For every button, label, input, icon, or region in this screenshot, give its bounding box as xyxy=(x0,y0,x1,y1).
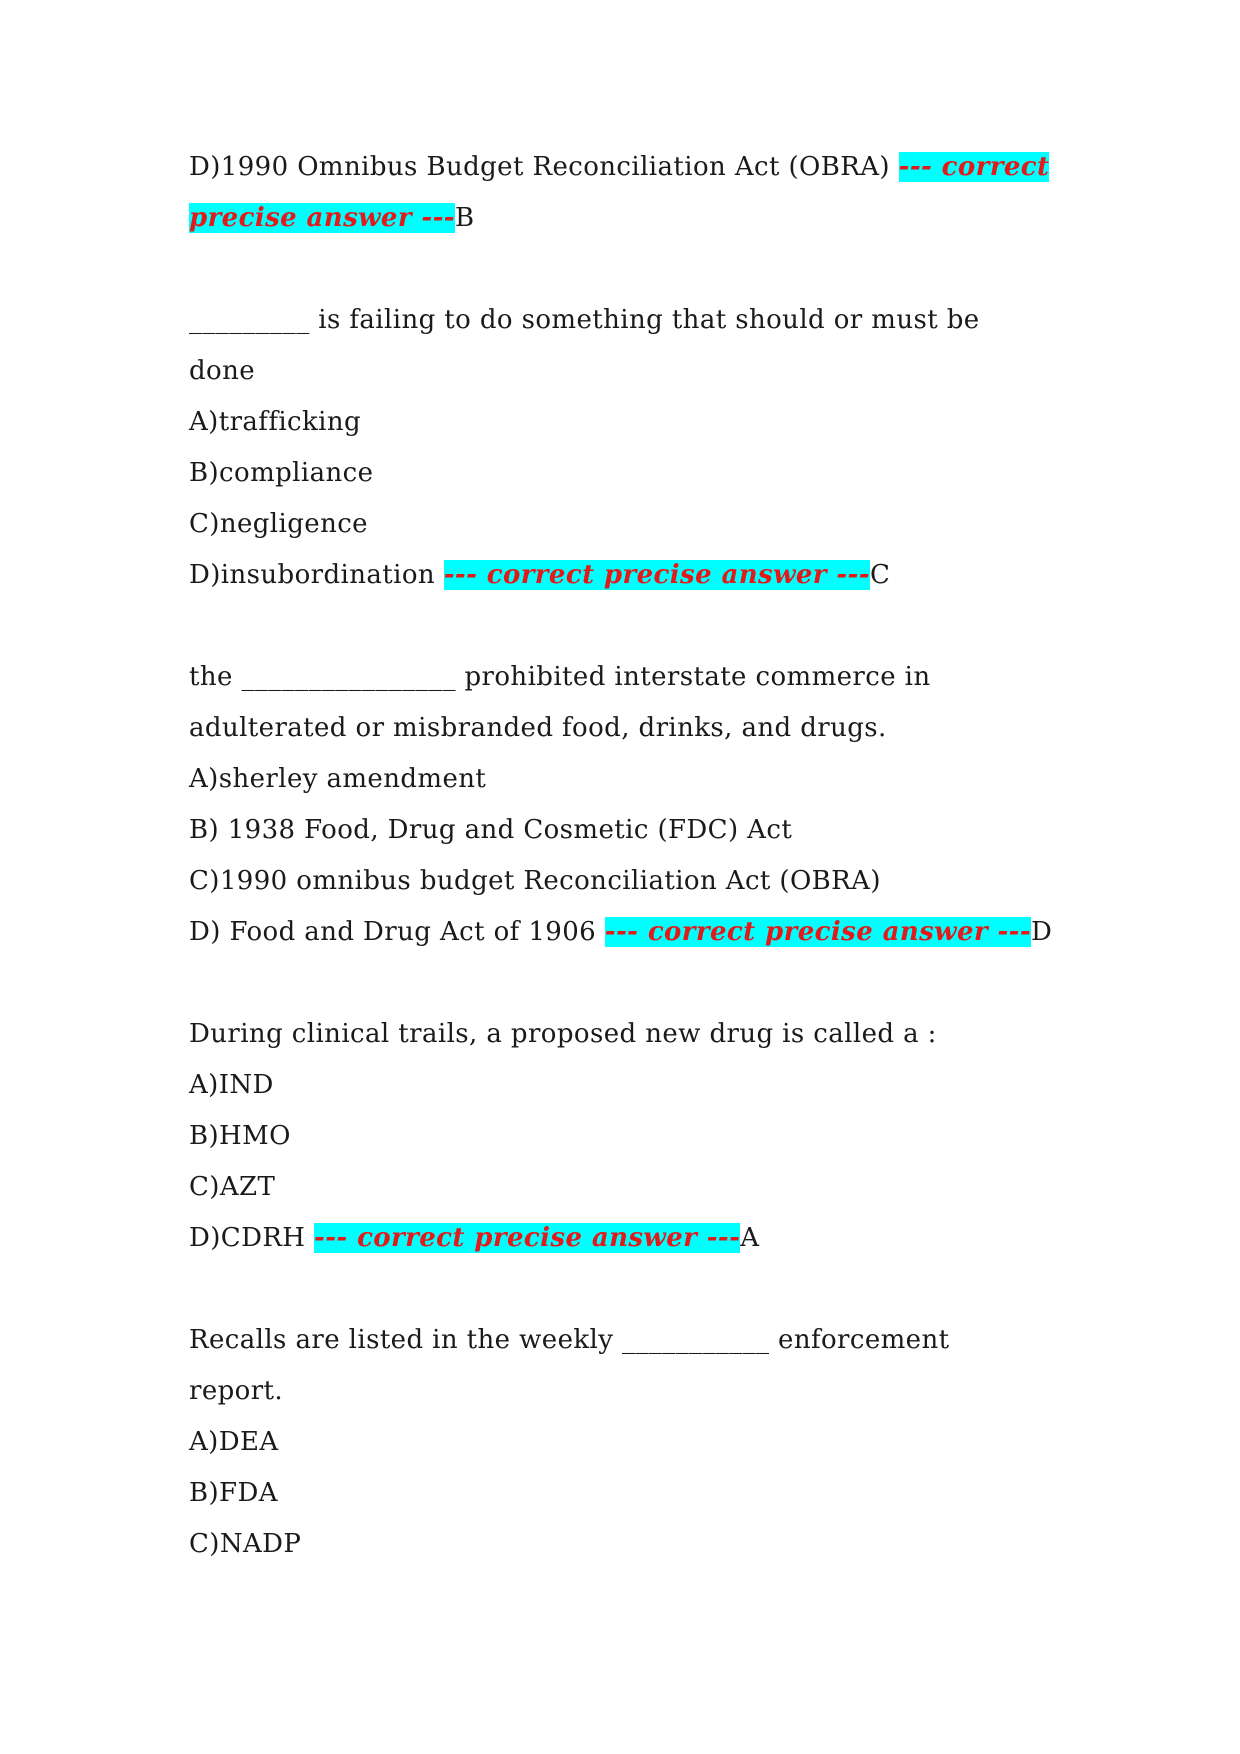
option-c: C)AZT xyxy=(189,1172,276,1202)
option-a: A)sherley amendment xyxy=(189,764,487,794)
option-c: C)NADP xyxy=(189,1529,302,1559)
option-c: C)negligence xyxy=(189,509,368,539)
question-text: _________ is failing to do something that should or must be xyxy=(189,305,980,335)
option-line xyxy=(189,142,1069,193)
option-b: B)HMO xyxy=(189,1121,291,1151)
option-a: A)trafficking xyxy=(189,407,362,437)
option-d xyxy=(189,550,1069,601)
answer-letter: A xyxy=(740,1223,760,1253)
option-text: D)1990 Omnibus Budget Reconciliation Act (OBRA) xyxy=(189,152,899,182)
question-block-clinical-trials xyxy=(189,1009,1069,1264)
question-text: Recalls are listed in the weekly ___________ enforcement xyxy=(189,1325,950,1355)
option-b: B)compliance xyxy=(189,458,374,488)
answer-marker: --- correct precise answer --- xyxy=(443,560,870,590)
option-b: B)FDA xyxy=(189,1478,278,1508)
question-block-food-drug-act xyxy=(189,652,1069,958)
option-line xyxy=(189,193,1069,244)
spacer xyxy=(189,244,1069,295)
question-text: done xyxy=(189,356,256,386)
answer-letter: B xyxy=(455,203,475,233)
spacer xyxy=(189,1264,1069,1315)
question-text: the ________________ prohibited interstate commerce in xyxy=(189,662,931,692)
option-a: A)DEA xyxy=(189,1427,279,1457)
question-text: adulterated or misbranded food, drinks, and drugs. xyxy=(189,713,887,743)
option-b: B) 1938 Food, Drug and Cosmetic (FDC) Act xyxy=(189,815,793,845)
answer-letter: C xyxy=(869,560,891,590)
option-c: C)1990 omnibus budget Reconciliation Act (OBRA) xyxy=(189,866,881,896)
document-page xyxy=(189,142,1069,1570)
spacer xyxy=(189,958,1069,1009)
question-block-obra-answer xyxy=(189,142,1069,244)
answer-marker: --- correct xyxy=(898,152,1050,182)
question-text: report. xyxy=(189,1376,284,1406)
answer-marker: precise answer --- xyxy=(189,203,455,233)
question-block-negligence xyxy=(189,295,1069,601)
answer-marker: --- correct precise answer --- xyxy=(604,917,1032,947)
answer-marker: --- correct precise answer --- xyxy=(314,1223,741,1253)
question-text: During clinical trails, a proposed new drug is called a : xyxy=(189,1019,937,1049)
option-d xyxy=(189,1213,1069,1264)
option-text: D)insubordination xyxy=(189,560,444,590)
question-block-recalls xyxy=(189,1315,1069,1570)
answer-letter: D xyxy=(1031,917,1053,947)
option-a: A)IND xyxy=(189,1070,274,1100)
option-text: D)CDRH xyxy=(189,1223,315,1253)
option-text: D) Food and Drug Act of 1906 xyxy=(189,917,605,947)
option-d xyxy=(189,907,1069,958)
spacer xyxy=(189,601,1069,652)
